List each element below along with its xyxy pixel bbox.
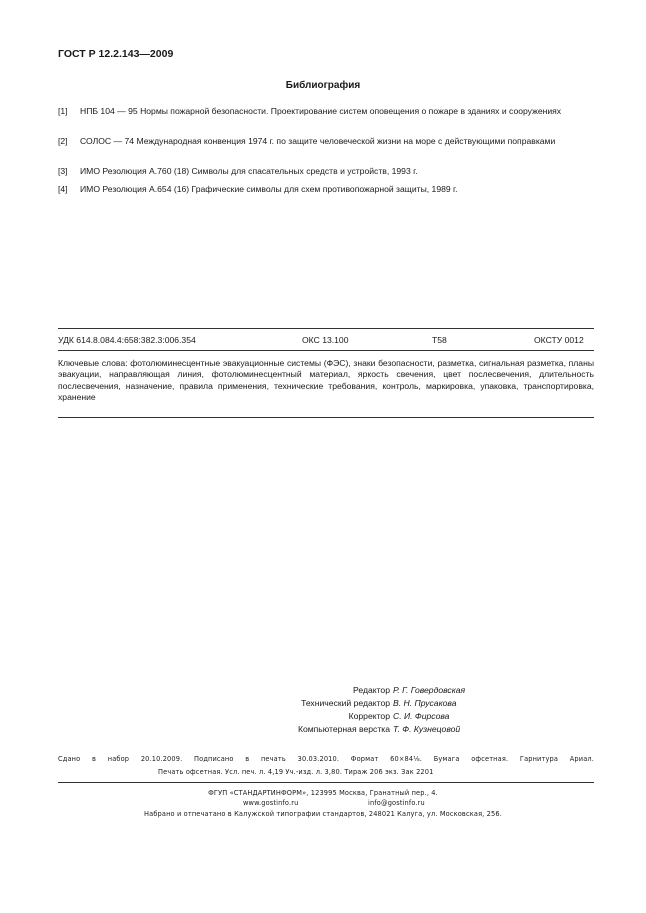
- staff-row: [0, 710, 646, 723]
- staff-name: Т. Ф. Кузнецовой: [393, 724, 461, 734]
- staff-credits: [0, 684, 646, 736]
- bibliography-title: Библиография: [285, 80, 361, 91]
- divider: [58, 782, 594, 783]
- bibliography-item-number: [2]: [58, 136, 68, 146]
- oks-code: ОКС 13.100: [302, 335, 349, 345]
- staff-name: С. И. Фирсова: [393, 711, 450, 721]
- t-code: Т58: [432, 335, 447, 345]
- bibliography-item-text: ИМО Резолюция А.760 (18) Символы для спасательных средств и устройств, 1993 г.: [80, 166, 418, 176]
- print-info-line-1: Сдано в набор 20.10.2009. Подписано в печать 30.03.2010. Формат 60×84⅛. Бумага офсетная. Гарнитура Ариал.: [58, 755, 594, 763]
- staff-name: В. Н. Прусакова: [393, 698, 457, 708]
- printing-house: Набрано и отпечатано в Калужской типографии стандартов, 248021 Калуга, ул. Московская, 256.: [144, 810, 502, 818]
- divider: [58, 417, 594, 418]
- staff-row: [0, 697, 646, 710]
- standard-number: ГОСТ Р 12.2.143—2009: [58, 48, 174, 60]
- bibliography-item: [58, 106, 594, 118]
- bibliography-item-number: [4]: [58, 184, 68, 194]
- staff-row: [0, 684, 646, 697]
- bibliography-item-number: [3]: [58, 166, 68, 176]
- udk-code: УДК 614.8.084.4:658:382.3:006.354: [58, 335, 196, 345]
- staff-role: Компьютерная верстка: [297, 724, 390, 734]
- bibliography-item-text: СОЛОС — 74 Международная конвенция 1974 г. по защите человеческой жизни на море с действующими поправками: [80, 136, 556, 146]
- divider: [58, 350, 594, 351]
- publisher-website[interactable]: www.gostinfo.ru: [243, 799, 299, 807]
- bibliography-item-text: НПБ 104 — 95 Нормы пожарной безопасности. Проектирование систем оповещения о пожаре в зданиях и сооружениях: [80, 106, 562, 116]
- keywords: Ключевые слова: фотолюминесцентные эвакуационные системы (ФЭС), знаки безопасности, разметка, сигнальная разметка, планы эвакуации, направляющая линия, фотолюминесцентный материал, яркость свечения, цвет послесвечения, длительность послесвечения, назначение, правила применения, технические требования, контроль, маркировка, упаковка, транспортировка, хранение: [58, 358, 594, 402]
- divider: [58, 328, 594, 329]
- bibliography-item-number: [1]: [58, 106, 68, 116]
- bibliography-item: [58, 166, 594, 178]
- staff-role: Технический редактор: [301, 698, 390, 708]
- staff-role: Корректор: [348, 711, 390, 721]
- staff-name: Р. Г. Говердовская: [393, 685, 466, 695]
- okstu-code: ОКСТУ 0012: [534, 335, 584, 345]
- bibliography-item: [58, 184, 594, 196]
- staff-row: [0, 723, 646, 736]
- print-info-line-2: Печать офсетная. Усл. печ. л. 4,19 Уч.-изд. л. 3,80. Тираж 206 экз. Зак 2201: [158, 768, 434, 776]
- publisher-email[interactable]: info@gostinfo.ru: [368, 799, 425, 807]
- bibliography-item-text: ИМО Резолюция А.654 (16) Графические символы для схем противопожарной защиты, 1989 г.: [80, 184, 458, 194]
- staff-role: Редактор: [353, 685, 390, 695]
- bibliography-item: [58, 136, 594, 148]
- publisher-address: ФГУП «СТАНДАРТИНФОРМ», 123995 Москва, Гранатный пер., 4.: [208, 789, 438, 797]
